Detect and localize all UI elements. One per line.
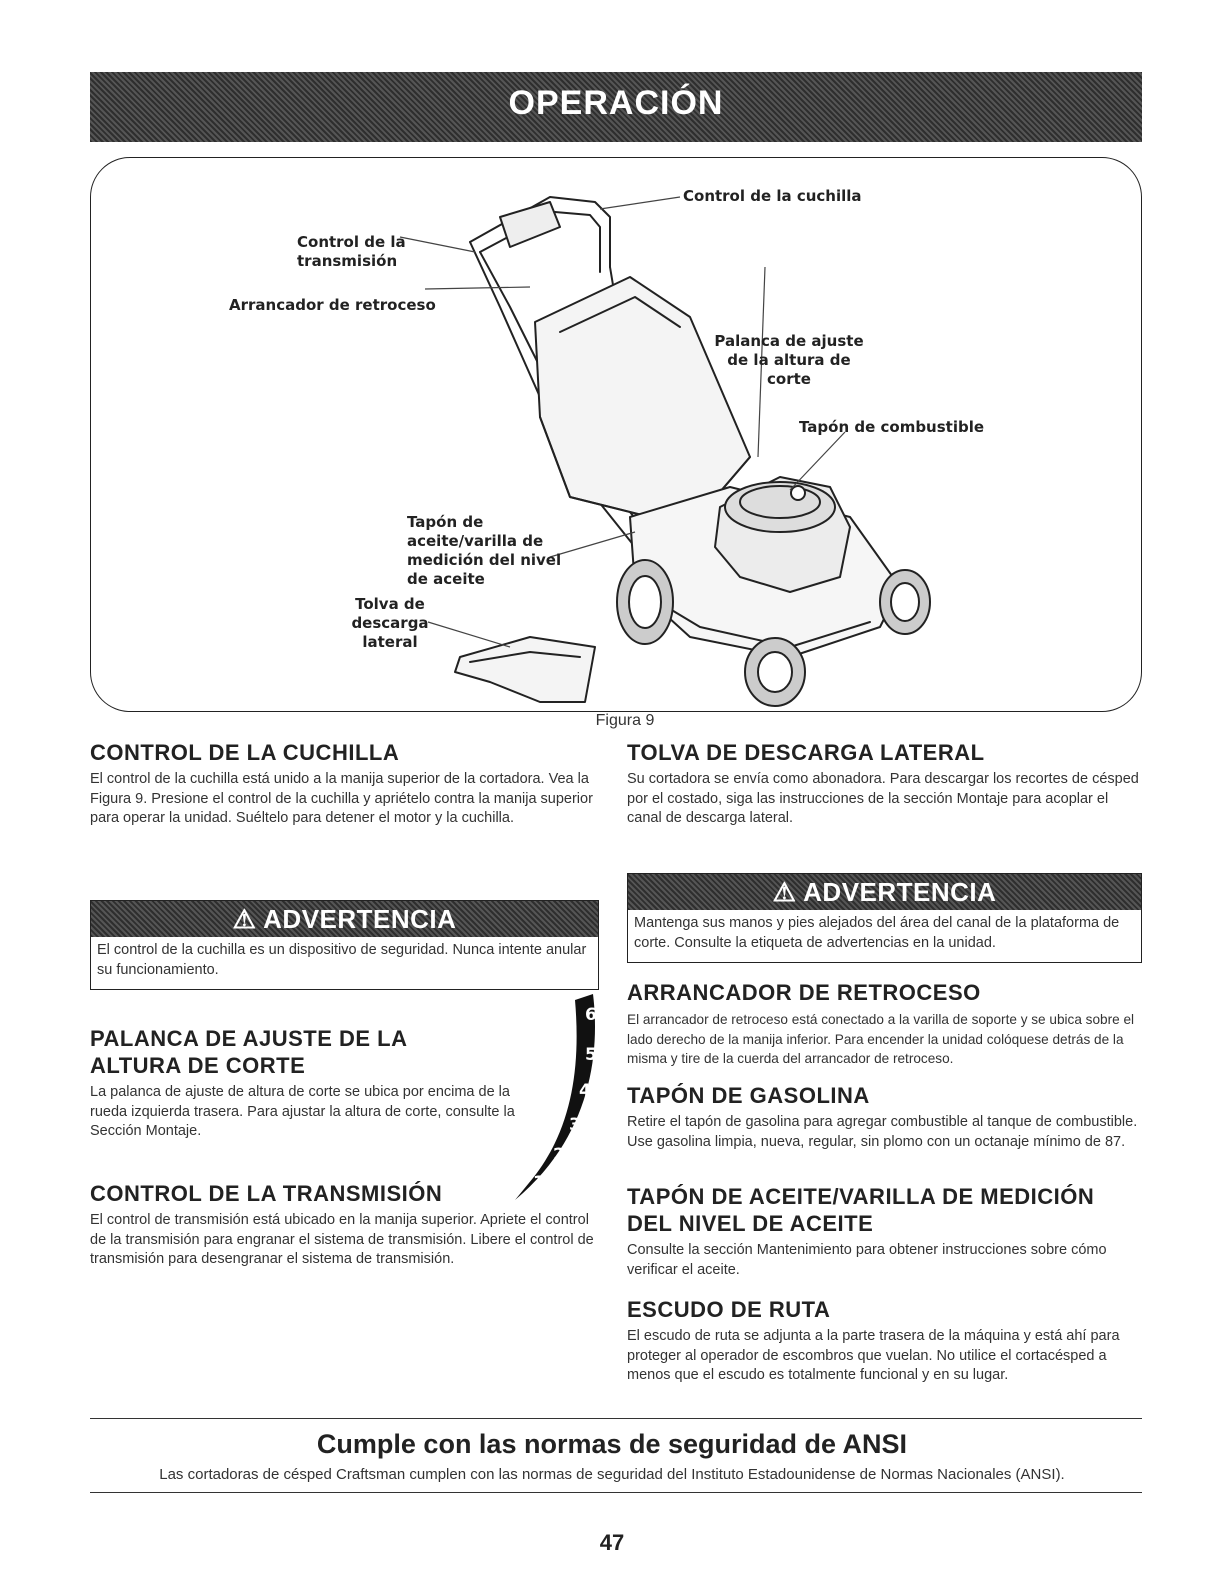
warning-box-blade (90, 900, 599, 990)
label-blade-control: Control de la cuchilla (683, 187, 862, 205)
dial-number-1: 1 (533, 1173, 545, 1193)
figure-caption: Figura 9 (595, 712, 655, 729)
section-oil-cap (627, 1183, 1142, 1280)
section-side-chute (627, 739, 1142, 829)
heading-drive-control: CONTROL DE LA TRANSMISIÓN (90, 1181, 443, 1206)
dial-number-6: 6 (585, 1005, 597, 1025)
ansi-text: Las cortadoras de césped Craftsman cumplen con las normas de seguridad del Instituto Estadounidense de Normas Nacionales (ANSI). (159, 1466, 1065, 1483)
heading-recoil-starter: ARRANCADOR DE RETROCESO (627, 980, 981, 1005)
section-title: OPERACIÓN (508, 84, 724, 122)
warning-text: Mantenga sus manos y pies alejados del área del canal de la plataforma de corte. Consulte la etiqueta de advertencias en la unidad. (634, 915, 1120, 951)
heading-oil-cap-line1: TAPÓN DE ACEITE/VARILLA DE MEDICIÓN (627, 1184, 1095, 1209)
heading-height-lever-line1: PALANCA DE AJUSTE DE LA (90, 1026, 408, 1051)
heading-oil-cap-line2: DEL NIVEL DE ACEITE (627, 1211, 874, 1236)
section-debris-shield (627, 1296, 1142, 1386)
text-side-chute: Su cortadora se envía como abonadora. Para descargar los recortes de césped por el costado, siga las instrucciones de la sección Montaje para acoplar el canal de descarga lateral. (627, 771, 1139, 826)
label-side-chute: Tolva de descarga lateral (351, 595, 429, 651)
heading-debris-shield: ESCUDO DE RUTA (627, 1297, 831, 1322)
warning-triangle-icon: ⚠ (232, 904, 257, 934)
height-dial-illustration (505, 990, 605, 1205)
warning-text: El control de la cuchilla es un dispositivo de seguridad. Nunca intente anular su funcionamiento. (97, 942, 587, 978)
section-height-lever (90, 1025, 520, 1142)
warning-header (628, 874, 1141, 910)
text-fuel-cap: Retire el tapón de gasolina para agregar combustible al tanque de combustible. Use gasolina limpia, nueva, regular, sin plomo con un octanaje mínimo de 87. (627, 1114, 1138, 1150)
footer-divider-bottom (90, 1492, 1142, 1493)
text-recoil-starter: El arrancador de retroceso está conectado a la varilla de soporte y se ubica sobre el lado derecho de la manija inferior. Para encender la unidad colóquese detrás de la misma y tire de la cuerda del arrancador de retroceso. (627, 1012, 1135, 1066)
section-drive-control (90, 1180, 602, 1270)
section-fuel-cap (627, 1082, 1142, 1152)
label-oil-cap: Tapón de aceite/varilla de medición del nivel de aceite (407, 513, 562, 588)
section-blade-control (90, 739, 602, 829)
section-recoil-starter (627, 979, 1142, 1069)
footer-divider-top (90, 1418, 1142, 1419)
dial-number-2: 2 (553, 1145, 565, 1165)
label-height-lever: Palanca de ajuste de la altura de corte (714, 332, 864, 388)
text-blade-control: El control de la cuchilla está unido a la manija superior de la cortadora. Vea la Figura 9. Presione el control de la cuchilla y apriételo contra la manija superior para operar la unidad. Suéltelo para detener el motor y la cuchilla. (90, 771, 593, 826)
text-height-lever: La palanca de ajuste de altura de corte se ubica por encima de la rueda izquierda trasera. Para ajustar la altura de corte, consulte la Sección Montaje. (90, 1084, 515, 1139)
warning-box-chute (627, 873, 1142, 963)
warning-title: ADVERTENCIA (803, 877, 997, 907)
label-fuel-cap: Tapón de combustible (799, 418, 985, 436)
text-oil-cap: Consulte la sección Mantenimiento para obtener instrucciones sobre cómo verificar el aceite. (627, 1242, 1107, 1278)
heading-side-chute: TOLVA DE DESCARGA LATERAL (627, 740, 985, 765)
heading-blade-control: CONTROL DE LA CUCHILLA (90, 740, 400, 765)
dial-number-4: 4 (579, 1081, 591, 1101)
label-recoil-starter: Arrancador de retroceso (229, 296, 436, 314)
page-number: 47 (599, 1530, 625, 1555)
dial-number-3: 3 (569, 1115, 581, 1135)
text-drive-control: El control de transmisión está ubicado en la manija superior. Apriete el control de la transmisión para engranar el sistema de transmisión. Libere el control de transmisión para desengranar el sistema de transmisión. (90, 1212, 594, 1267)
label-drive-control: Control de la transmisión (297, 233, 406, 270)
dial-number-5: 5 (585, 1045, 597, 1065)
warning-title: ADVERTENCIA (263, 904, 457, 934)
section-header-bar (90, 72, 1142, 142)
text-debris-shield: El escudo de ruta se adjunta a la parte trasera de la máquina y está ahí para proteger al operador de escombros que vuelan. No utilice el cortacésped a menos que el escudo es totalmente funcional y en su lugar. (627, 1328, 1120, 1383)
ansi-title: Cumple con las normas de seguridad de ANSI (316, 1429, 908, 1459)
heading-height-lever-line2: ALTURA DE CORTE (90, 1053, 306, 1078)
warning-triangle-icon: ⚠ (772, 877, 797, 907)
heading-fuel-cap: TAPÓN DE GASOLINA (627, 1083, 870, 1108)
warning-header (91, 901, 598, 937)
